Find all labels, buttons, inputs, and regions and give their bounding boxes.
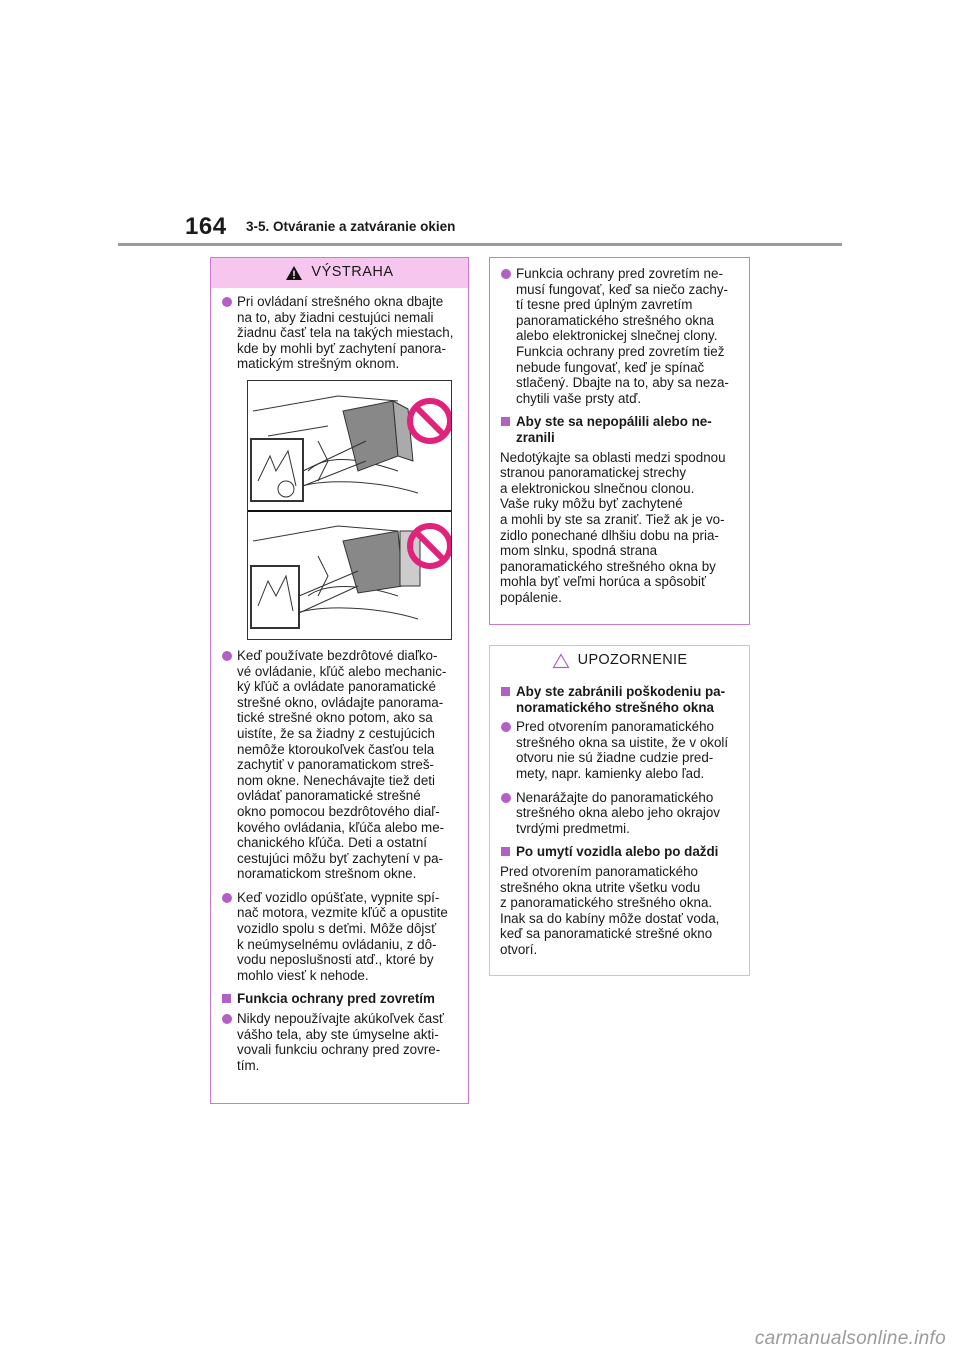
warning-header [211, 258, 468, 288]
burn-paragraph: Nedotýkajte sa oblasti medzi spodnou stranou panoramatickej strechy a elektronickou slnečnou clonou. Vaše ruky môžu byť zachytené a mohli by ste sa zraniť. Tiež ak je vo- zidlo ponechané dlhšiu dobu na pria- mom slnku, spodná strana panoramatického strešného okna by mohla byť veľmi horúca a spôsobiť popálenie. [500, 449, 726, 605]
notice-heading-damage: Aby ste zabránili poškodeniu pa- noramatického strešného okna [500, 684, 739, 715]
burn-heading: Aby ste sa nepopálili alebo ne- zranili [500, 414, 739, 445]
notice-bullet-hard-objects: Nenarážajte do panoramatického strešného okna alebo jeho okrajov tvrdými predmetmi. [500, 790, 739, 837]
header-rule [118, 243, 842, 246]
warning-bullet-pinch: Pri ovládaní strešného okna dbajte na to, aby žiadni cestujúci nemali žiadnu časť tela na takých miestach, kde by mohli byť zachytení panora- matickým strešným oknom. [221, 294, 458, 372]
pinch-hazard-illustration [247, 380, 452, 640]
warning-bullet-leaving: Keď vozidlo opúšťate, vypnite spí- nač motora, vezmite kľúč a opustite vozidlo spolu s deťmi. Môže dôjsť k neúmyselnému ovládaniu, z dô- vodu neposlušnosti atď., ktoré by mohlo viesť k nehode. [221, 890, 458, 984]
notice-paragraph-water: Pred otvorením panoramatického strešného okna utrite všetku vodu z panoramatického strešného okna. Inak sa do kabíny môže dostať voda, keď sa panoramatické strešné okno otvorí. [500, 863, 720, 957]
notice-box [489, 645, 750, 976]
warning-triangle-icon [285, 265, 303, 281]
caution-triangle-icon [552, 653, 570, 669]
notice-bullet-foreign-objects: Pred otvorením panoramatického strešného okna sa uistite, že v okolí otvoru nie sú žiadne cudzie pred- mety, napr. kamienky alebo ľad. [500, 719, 739, 781]
warning-heading-jam-protection: Funkcia ochrany pred zovretím [221, 991, 458, 1007]
notice-title: UPOZORNENIE [577, 652, 688, 669]
warning-continuation-box [489, 257, 750, 625]
warning-bullet-never-use-body: Nikdy nepoužívajte akúkoľvek časť vášho tela, aby ste úmyselne akti- vovali funkciu ochrany pred zovre- tím. [221, 1011, 458, 1073]
notice-heading-after-wash: Po umytí vozidla alebo po daždi [500, 844, 739, 860]
warning-box [210, 257, 469, 1104]
watermark: carmanualsonline.info [754, 1328, 946, 1349]
page-number: 164 [185, 213, 227, 240]
warning-bullet-remote: Keď používate bezdrôtové diaľko- vé ovládanie, kľúč alebo mechanic- ký kľúč a ovládate panoramatické strešné okno, ovládajte panorama- tické strešné okno potom, ako sa uistíte, že sa žiadny z cestujúcich nemôže ktoroukoľvek časťou tela zachytiť v panoramatickom streš- nom okne. Nenechávajte tiež deti ovládať panoramatické strešné okno pomocou bezdrôtového diaľ- kového ovládania, kľúča alebo me- chanického kľúča. Deti a ostatní cestujúci môžu byť zachytení v pa- noramatickom strešnom okne. [221, 648, 458, 882]
jam-protection-bullet: Funkcia ochrany pred zovretím ne- musí fungovať, keď sa niečo zachy- tí tesne pred úplným zavretím panoramatického strešného okna alebo elektronickej slnečnej clony. Funkcia ochrany pred zovretím tiež nebude fungovať, keď je spínač stlačený. Dbajte na to, aby sa neza- chytili vaše prsty atď. [500, 266, 739, 406]
section-title: 3-5. Otváranie a zatváranie okien [246, 219, 456, 234]
notice-header [490, 646, 749, 676]
warning-title: VÝSTRAHA [311, 264, 394, 281]
